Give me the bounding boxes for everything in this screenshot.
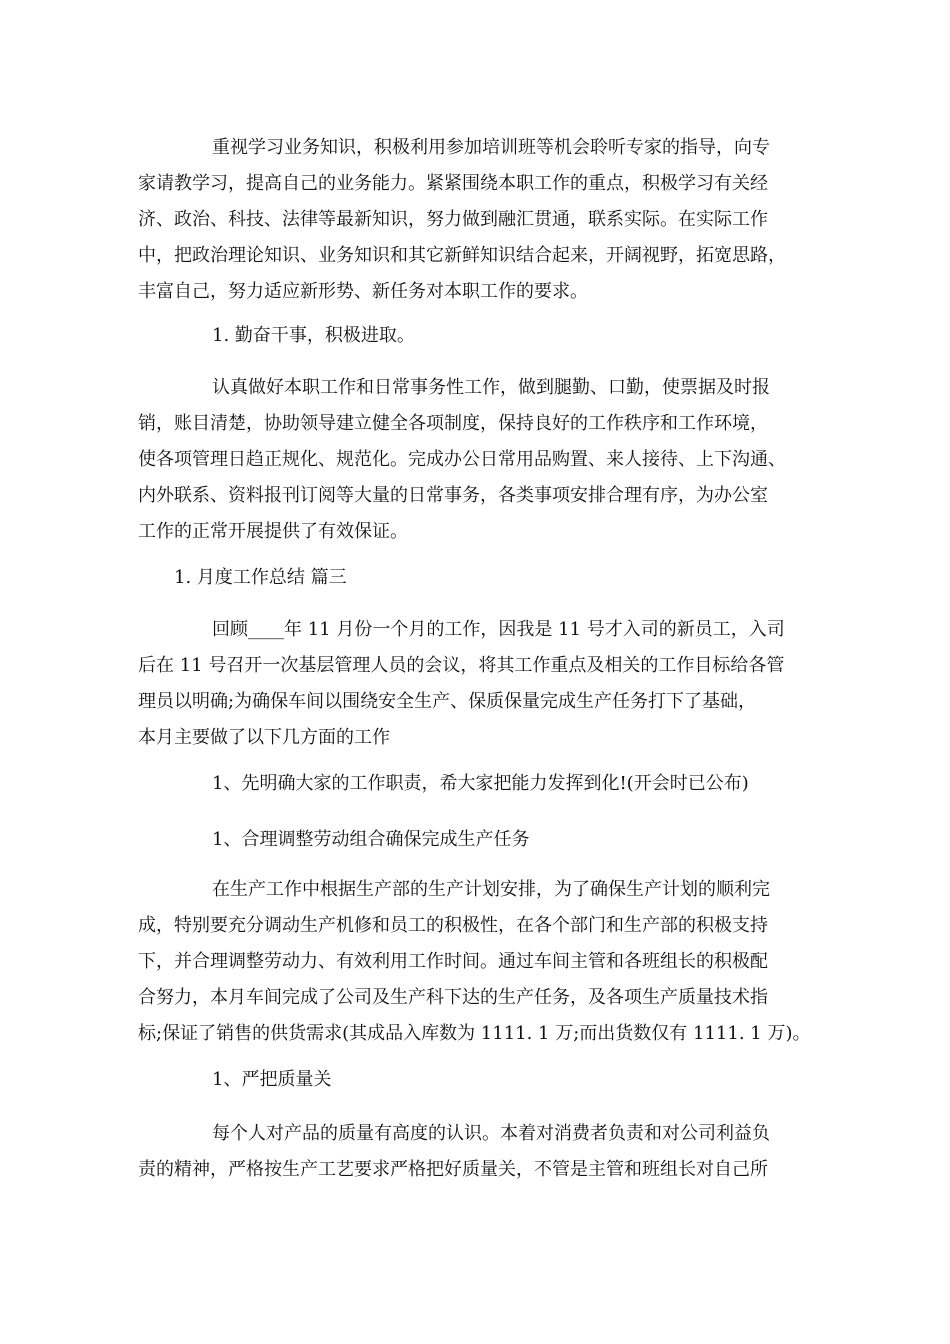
paragraph-line: 丰富自己，努力适应新形势、新任务对本职工作的要求。 xyxy=(138,281,588,302)
section-heading-2 xyxy=(138,560,828,596)
paragraph-5 xyxy=(138,1116,828,1188)
paragraph-line: 合努力，本月车间完成了公司及生产科下达的生产任务，及各项生产质量技术指 xyxy=(138,987,768,1008)
paragraph-line: 每个人对产品的质量有高度的认识。本着对消费者负责和对公司利益负 xyxy=(212,1123,770,1144)
paragraph-line: 中，把政治理论知识、业务知识和其它新鲜知识结合起来，开阔视野，拓宽思路， xyxy=(138,245,786,266)
paragraph-line: 重视学习业务知识，积极利用参加培训班等机会聆听专家的指导，向专 xyxy=(212,137,770,158)
paragraph-2 xyxy=(138,370,828,550)
section-heading-4 xyxy=(138,822,828,858)
paragraph-line: 责的精神，严格按生产工艺要求严格把好质量关，不管是主管和班组长对自己所 xyxy=(138,1159,768,1180)
paragraph-line: 后在 11 号召开一次基层管理人员的会议，将其工作重点及相关的工作目标给各管 xyxy=(138,655,785,676)
paragraph-line: 本月主要做了以下几方面的工作 xyxy=(138,727,390,748)
paragraph-3 xyxy=(138,612,828,756)
heading-text: 1. 勤奋干事，积极进取。 xyxy=(212,325,415,346)
section-heading-5 xyxy=(138,1062,828,1098)
paragraph-line: 销，账目清楚，协助领导建立健全各项制度，保持良好的工作秩序和工作环境， xyxy=(138,413,768,434)
paragraph-line: 成，特别要充分调动生产机修和员工的积极性，在各个部门和生产部的积极支持 xyxy=(138,915,768,936)
paragraph-line: 在生产工作中根据生产部的生产计划安排，为了确保生产计划的顺利完 xyxy=(212,879,770,900)
paragraph-line: 使各项管理日趋正规化、规范化。完成办公日常用品购置、来人接待、上下沟通、 xyxy=(138,449,786,470)
paragraph-line: 工作的正常开展提供了有效保证。 xyxy=(138,521,408,542)
heading-text: 1. 月度工作总结 篇三 xyxy=(174,567,347,588)
paragraph-line: 认真做好本职工作和日常事务性工作，做到腿勤、口勤，使票据及时报 xyxy=(212,377,770,398)
paragraph-line: 家请教学习，提高自己的业务能力。紧紧围绕本职工作的重点，积极学习有关经 xyxy=(138,173,768,194)
paragraph-line: 内外联系、资料报刊订阅等大量的日常事务，各类事项安排合理有序，为办公室 xyxy=(138,485,768,506)
heading-text: 1、严把质量关 xyxy=(212,1069,332,1090)
paragraph-line: 理员以明确;为确保车间以围绕安全生产、保质保量完成生产任务打下了基础， xyxy=(138,691,757,712)
heading-text: 1、合理调整劳动组合确保完成生产任务 xyxy=(212,829,530,850)
paragraph-line: 下，并合理调整劳动力、有效利用工作时间。通过车间主管和各班组长的积极配 xyxy=(138,951,768,972)
heading-text: 1、先明确大家的工作职责，希大家把能力发挥到化!(开会时已公布) xyxy=(212,773,749,794)
paragraph-4 xyxy=(138,872,828,1052)
paragraph-line: 标;保证了销售的供货需求(其成品入库数为 1111. 1 万;而出货数仅有 1111. 1 万)。 xyxy=(138,1023,811,1044)
section-heading-1 xyxy=(138,318,828,354)
paragraph-1 xyxy=(138,130,828,310)
paragraph-line: 济、政治、科技、法律等最新知识，努力做到融汇贯通，联系实际。在实际工作 xyxy=(138,209,768,230)
section-heading-3 xyxy=(138,766,828,802)
paragraph-line: 回顾____年 11 月份一个月的工作，因我是 11 号才入司的新员工，入司 xyxy=(212,619,785,640)
